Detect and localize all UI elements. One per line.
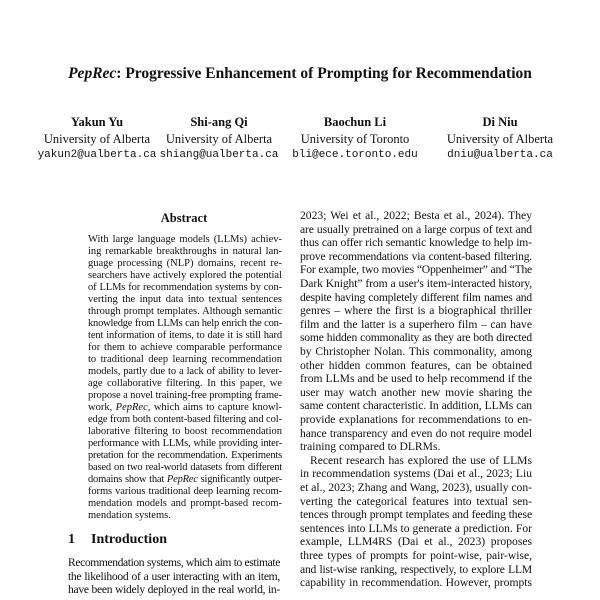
author-email[interactable]: yakun2@ualberta.ca xyxy=(37,149,157,161)
text-line: laborative filtering to boost recommendation xyxy=(88,426,282,437)
text-line: same content characteristic. In addition, LLMs can xyxy=(300,399,532,413)
author-name: Baochun Li xyxy=(323,115,387,129)
author-email[interactable]: dniu@ualberta.ca xyxy=(447,149,553,161)
text-line: despite having completely different film names and xyxy=(300,290,532,304)
text-line: other hidden common features, can be obtained xyxy=(300,358,532,372)
section-title: Introduction xyxy=(91,532,167,547)
text-line: With large language models (LLMs) achiev- xyxy=(88,234,282,245)
text-line: are usually pretrained on a large corpus of text and xyxy=(300,222,532,236)
text-line: in recommendation systems (Dai et al., 2023; Liu xyxy=(300,467,532,481)
text-line: thus can offer rich semantic knowledge to help im- xyxy=(300,236,532,250)
text-line: example, LLM4RS (Dai et al., 2023) proposes xyxy=(300,535,532,549)
text-line: from LLMs and be used to help recommend if the xyxy=(300,372,532,386)
paper-title xyxy=(0,64,600,83)
text-line: mendation models and prompt-based recom- xyxy=(88,498,282,509)
text-line: three types of prompts for point-wise, pair-wise, xyxy=(300,549,532,562)
text-line: of LLMs for recommendation systems by con- xyxy=(88,282,282,293)
abstract-heading: Abstract xyxy=(160,211,208,225)
text-line: For example, two movies “Oppenheimer” and “The xyxy=(300,263,532,277)
text-line: searchers have actively explored the potential xyxy=(88,270,282,281)
author-email[interactable]: shiang@ualberta.ca xyxy=(159,149,279,161)
author-name: Shi-ang Qi xyxy=(190,115,248,129)
method-name: PepRec xyxy=(115,402,148,413)
text-line: performance with LLMs, while providing inter- xyxy=(88,438,282,449)
title-text: : Progressive Enhancement of Prompting for Recommendation xyxy=(116,65,532,82)
author-affiliation: University of Toronto xyxy=(300,131,410,146)
text-line: propose a novel training-free prompting frame- xyxy=(88,390,282,401)
text-line: work, PepRec, which aims to capture knowl- xyxy=(88,402,282,413)
author-name: Yakun Yu xyxy=(70,115,124,129)
section-number: 1 xyxy=(68,532,75,547)
text-line: mendation systems. xyxy=(88,510,171,521)
text-line: Recommendation systems, which aim to estimate xyxy=(68,556,280,569)
text-line: Recent research has explored the use of LLMs xyxy=(310,453,532,467)
method-name: PepRec xyxy=(166,474,198,485)
text-line: some hidden commonality as they are both directed xyxy=(300,331,532,345)
author-affiliation: University of Alberta xyxy=(43,131,151,146)
author xyxy=(447,114,553,164)
text-line: models, partly due to a lack of ability to lever- xyxy=(88,366,282,377)
text-line: provide explanations for recommendations to en- xyxy=(300,413,532,426)
text-line: ing remarkable breakthroughs in natural lan- xyxy=(88,246,282,257)
text-line: et al., 2023; Zhang and Wang, 2023), usually con- xyxy=(300,481,532,494)
text-line: sentences into LLMs to generate a prediction. For xyxy=(300,521,532,535)
author xyxy=(38,114,157,164)
text-line: age collaborative filtering. In this paper, we xyxy=(88,378,282,389)
text-line: by Christopher Nolan. This commonality, among xyxy=(300,345,532,358)
author-name: Di Niu xyxy=(482,115,518,129)
text-line: training compared to DLRMs. xyxy=(300,440,441,454)
text-line: to traditional deep learning recommendation xyxy=(88,354,282,365)
text-line: 2023; Wei et al., 2022; Besta et al., 2024). They xyxy=(300,209,532,222)
text-line: and list-wise ranking, respectively, to explore LLM xyxy=(300,562,532,576)
author-affiliation: University of Alberta xyxy=(446,131,554,146)
text-line: verting the input data into textual sentences xyxy=(88,294,282,305)
text-line: genres – where the first is a biographical thriller xyxy=(300,304,532,318)
text-line: knowledge from LLMs can help enrich the con- xyxy=(88,318,282,329)
text-line: pretation for the recommendation. Experiments xyxy=(88,450,282,461)
text-line: verting the categorical features into textual sen- xyxy=(300,494,532,508)
text-line: for them to achieve comparable performance xyxy=(88,342,282,353)
text-line: guage processing (NLP) domains, recent re- xyxy=(88,258,282,269)
author-email[interactable]: bli@ece.toronto.edu xyxy=(292,149,418,161)
text-line: user may watch another new movie sharing the xyxy=(300,385,532,399)
text-line: through prompt templates. Although semantic xyxy=(88,306,282,317)
text-line: tent information of items, to date it is still hard xyxy=(88,330,282,341)
text-line: film and the latter is a superhero film – can have xyxy=(300,317,532,331)
author xyxy=(292,114,417,164)
title-method-name: PepRec xyxy=(68,65,117,82)
author-affiliation: University of Alberta xyxy=(165,131,273,146)
text-line: capability in recommendation. However, prompts xyxy=(300,576,532,590)
text-line: the likelihood of a user interacting with an item, xyxy=(68,569,280,583)
text-line: domains show that PepRec significantly outper- xyxy=(88,474,282,485)
text-line: edge from both content-based filtering and col- xyxy=(88,414,282,425)
text-line: have been widely deployed in the real world, in- xyxy=(68,583,280,597)
text-line: prove recommendations via content-based filtering. xyxy=(300,249,532,263)
section-heading-introduction xyxy=(68,531,183,548)
author xyxy=(160,114,279,164)
text-line: Dark Knight” from a user's item-interacted history, xyxy=(300,277,532,290)
text-line: forms various traditional deep learning recom- xyxy=(88,486,282,497)
text-line: tences through prompt templates and feeding these xyxy=(300,508,532,522)
text-line: based on two real-world datasets from different xyxy=(88,462,282,473)
text-line: hance transparency and even do not require model xyxy=(300,426,532,440)
